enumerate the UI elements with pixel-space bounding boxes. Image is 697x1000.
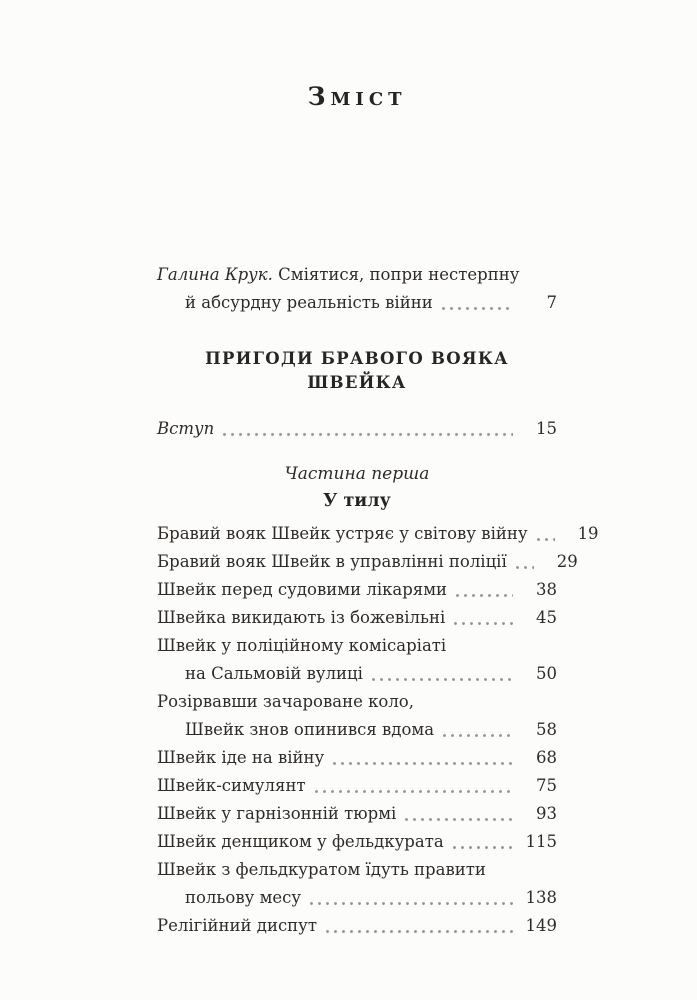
toc-entry bbox=[157, 604, 557, 632]
toc-entry-line bbox=[157, 716, 557, 744]
entry-title: Швейк іде на війну bbox=[157, 748, 325, 767]
toc-entry-line bbox=[157, 912, 557, 940]
page-number: 45 bbox=[536, 608, 557, 627]
toc-entry-line bbox=[157, 828, 557, 856]
entry-title: Швейк у гарнізонній тюрмі bbox=[157, 804, 397, 823]
entry-title-cont: польову месу bbox=[185, 888, 302, 907]
page-number: 50 bbox=[536, 664, 557, 683]
vstup-label: Вступ bbox=[157, 419, 215, 438]
dotted-leader bbox=[443, 734, 513, 737]
entry-title: Швейк денщиком у фельдкурата bbox=[157, 832, 444, 851]
toc-entry bbox=[157, 632, 557, 688]
toc-entry-line bbox=[157, 604, 557, 632]
toc-entry-intro bbox=[157, 261, 557, 317]
entry-title: Розірвавши зачароване коло, bbox=[157, 692, 414, 711]
toc-entry bbox=[157, 828, 557, 856]
part-kicker: Частина перша bbox=[284, 464, 430, 484]
page-number: 19 bbox=[577, 524, 599, 543]
dotted-leader bbox=[456, 594, 513, 597]
toc-entry bbox=[157, 912, 557, 940]
dotted-leader bbox=[453, 846, 513, 849]
toc-entry-line bbox=[157, 632, 557, 660]
toc-entry-line bbox=[157, 415, 557, 443]
page-number: 38 bbox=[536, 580, 557, 599]
toc-entry-line bbox=[157, 744, 557, 772]
toc-entry-line bbox=[157, 772, 557, 800]
intro-title-part2: й абсурдну реальність війни bbox=[185, 293, 433, 312]
dotted-leader bbox=[333, 762, 513, 765]
page-number: 75 bbox=[536, 776, 557, 795]
page-number: 93 bbox=[536, 804, 557, 823]
dotted-leader bbox=[223, 433, 513, 436]
dotted-leader bbox=[372, 678, 513, 681]
entry-title: Швейка викидають із божевільні bbox=[157, 608, 446, 627]
toc-entry-line bbox=[157, 548, 578, 576]
toc-entry-line bbox=[157, 261, 557, 289]
dotted-leader bbox=[454, 622, 513, 625]
part-title: У тилу bbox=[323, 491, 391, 511]
entry-title: Швейк-симулянт bbox=[157, 776, 306, 795]
dotted-leader bbox=[537, 538, 555, 541]
toc-entry bbox=[157, 548, 578, 576]
entry-title-cont: Швейк знов опинився вдома bbox=[185, 720, 435, 739]
dotted-leader bbox=[310, 902, 513, 905]
page-number: 68 bbox=[536, 748, 557, 767]
toc-entry-line bbox=[157, 884, 557, 912]
entry-title: Релігійний диспут bbox=[157, 916, 318, 935]
toc-entry-line bbox=[157, 856, 557, 884]
dotted-leader bbox=[516, 566, 534, 569]
page-number: 29 bbox=[556, 552, 578, 571]
part-heading bbox=[157, 461, 557, 515]
toc-entry-line bbox=[157, 660, 557, 688]
intro-author: Галина Крук. bbox=[157, 265, 273, 284]
dotted-leader bbox=[315, 790, 513, 793]
toc-entry-line bbox=[157, 688, 557, 716]
page-number: 15 bbox=[536, 419, 557, 438]
dotted-leader bbox=[326, 930, 513, 933]
toc-entry bbox=[157, 800, 557, 828]
entry-title: Швейк перед судовими лікарями bbox=[157, 580, 448, 599]
toc-entries bbox=[157, 520, 599, 940]
toc-entry-vstup bbox=[157, 415, 557, 443]
toc-entry bbox=[157, 688, 557, 744]
intro-title-part1: Сміятися, попри нестерпну bbox=[278, 265, 520, 284]
toc-entry-line bbox=[157, 520, 599, 548]
book-heading: ПРИГОДИ БРАВОГО ВОЯКА ШВЕЙКА bbox=[205, 349, 509, 392]
toc-entry bbox=[157, 744, 557, 772]
entry-title: Бравий вояк Швейк устряє у світову війну bbox=[157, 524, 528, 543]
dotted-leader bbox=[405, 818, 513, 821]
entry-title: Швейк з фельдкуратом їдуть правити bbox=[157, 860, 486, 879]
dotted-leader bbox=[442, 307, 513, 310]
page-title: ЗМІСТ bbox=[307, 82, 407, 111]
page-number: 138 bbox=[525, 888, 557, 907]
toc-entry bbox=[157, 772, 557, 800]
entry-title: Швейк у поліційному комісаріаті bbox=[157, 636, 447, 655]
page-number: 149 bbox=[525, 916, 557, 935]
page-number: 115 bbox=[525, 832, 557, 851]
toc-entry bbox=[157, 856, 557, 912]
page-number: 58 bbox=[536, 720, 557, 739]
toc-entry-line bbox=[157, 800, 557, 828]
page-number: 7 bbox=[546, 293, 557, 312]
entry-title-cont: на Сальмовій вулиці bbox=[185, 664, 363, 683]
entry-title: Бравий вояк Швейк в управлінні поліції bbox=[157, 552, 507, 571]
toc-entry bbox=[157, 520, 599, 548]
toc-entry-line bbox=[157, 289, 557, 317]
toc-entry-line bbox=[157, 576, 557, 604]
toc-entry bbox=[157, 576, 557, 604]
